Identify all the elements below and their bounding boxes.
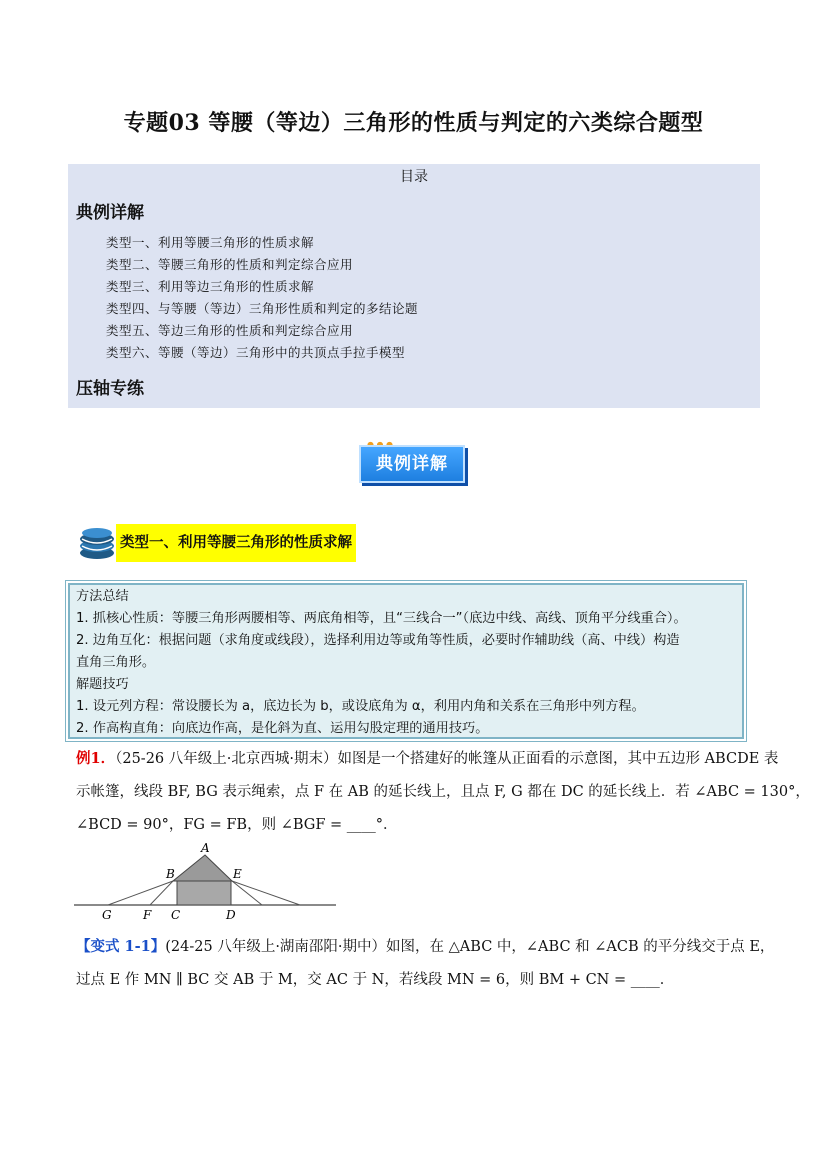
tent-body (177, 881, 231, 905)
type-heading-label: 类型一、利用等腰三角形的性质求解 (116, 524, 356, 562)
point-label-b: B (166, 867, 175, 881)
method-summary-box (68, 583, 744, 739)
method-line-2-cont: 直角三角形。 (76, 655, 156, 670)
variant-1-1 (76, 930, 775, 997)
tent-roof (173, 855, 232, 881)
variant-line-1: (24-25 八年级上·湖南邵阳·期中）如图，在 △ABC 中，∠ABC 和 ∠ACB 的平分线交于点 E， (165, 939, 775, 955)
variant-line-2: 过点 E 作 MN ∥ BC 交 AB 于 M，交 AC 于 N，若线段 MN = 6，则 BM + CN = ____． (76, 972, 675, 988)
table-of-contents (68, 164, 760, 408)
point-label-c: C (171, 908, 181, 922)
toc-item-3[interactable]: 类型三、利用等边三角形的性质求解 (106, 279, 315, 294)
example-line-2: 示帐篷，线段 BF, BG 表示绳索，点 F 在 AB 的延长线上，且点 F, G 都在 DC 的延长线上．若 ∠ABC = 130°， (76, 784, 810, 800)
tips-heading: 解题技巧 (76, 677, 129, 692)
section-badge-label: 典例详解 (359, 445, 465, 483)
point-label-a: A (201, 841, 210, 855)
section-badge (359, 441, 467, 485)
variant-label: 【变式 1-1】 (76, 938, 166, 955)
method-line-1: 1. 抓核心性质：等腰三角形两腰相等、两底角相等，且“三线合一”（底边中线、高线、顶角平分线重合）。 (76, 611, 687, 626)
rope-right-outer (232, 881, 300, 905)
example-1 (76, 742, 810, 842)
tips-line-1: 1. 设元列方程：常设腰长为 a，底边长为 b，或设底角为 α，利用内角和关系在三角形中列方程。 (76, 699, 645, 714)
toc-item-4[interactable]: 类型四、与等腰（等边）三角形性质和判定的多结论题 (106, 301, 419, 316)
example-line-3: ∠BCD = 90°，FG = FB，则 ∠BGF = ____°． (76, 817, 398, 833)
toc-section-examples[interactable]: 典例详解 (76, 203, 144, 223)
tent-figure (72, 841, 340, 925)
rope-bg (108, 881, 173, 905)
toc-caption: 目录 (400, 169, 428, 185)
tips-line-2: 2. 作高构直角：向底边作高，是化斜为直、运用勾股定理的通用技巧。 (76, 721, 489, 736)
rope-bf (150, 881, 173, 905)
point-label-g: G (102, 908, 112, 922)
page-title: 专题03 等腰（等边）三角形的性质与判定的六类综合题型 (123, 110, 704, 136)
point-label-f: F (143, 908, 152, 922)
toc-section-practice[interactable]: 压轴专练 (76, 379, 144, 399)
toc-item-6[interactable]: 类型六、等腰（等边）三角形中的共顶点手拉手模型 (106, 345, 406, 360)
point-label-d: D (226, 908, 236, 922)
toc-item-1[interactable]: 类型一、利用等腰三角形的性质求解 (106, 235, 315, 250)
toc-item-5[interactable]: 类型五、等边三角形的性质和判定综合应用 (106, 323, 354, 338)
rope-right-inner (232, 881, 262, 905)
method-line-2: 2. 边角互化：根据问题（求角度或线段），选择利用边等或角等性质，必要时作辅助线（高、中线）构造 (76, 633, 680, 648)
point-label-e: E (233, 867, 242, 881)
books-stack-icon (78, 525, 116, 561)
method-heading: 方法总结 (76, 589, 129, 604)
example-label: 例1． (76, 750, 116, 767)
example-line-1: （25-26 八年级上·北京西城·期末）如图是一个搭建好的帐篷从正面看的示意图，其中五边形 ABCDE 表 (115, 751, 779, 767)
toc-item-2[interactable]: 类型二、等腰三角形的性质和判定综合应用 (106, 257, 354, 272)
